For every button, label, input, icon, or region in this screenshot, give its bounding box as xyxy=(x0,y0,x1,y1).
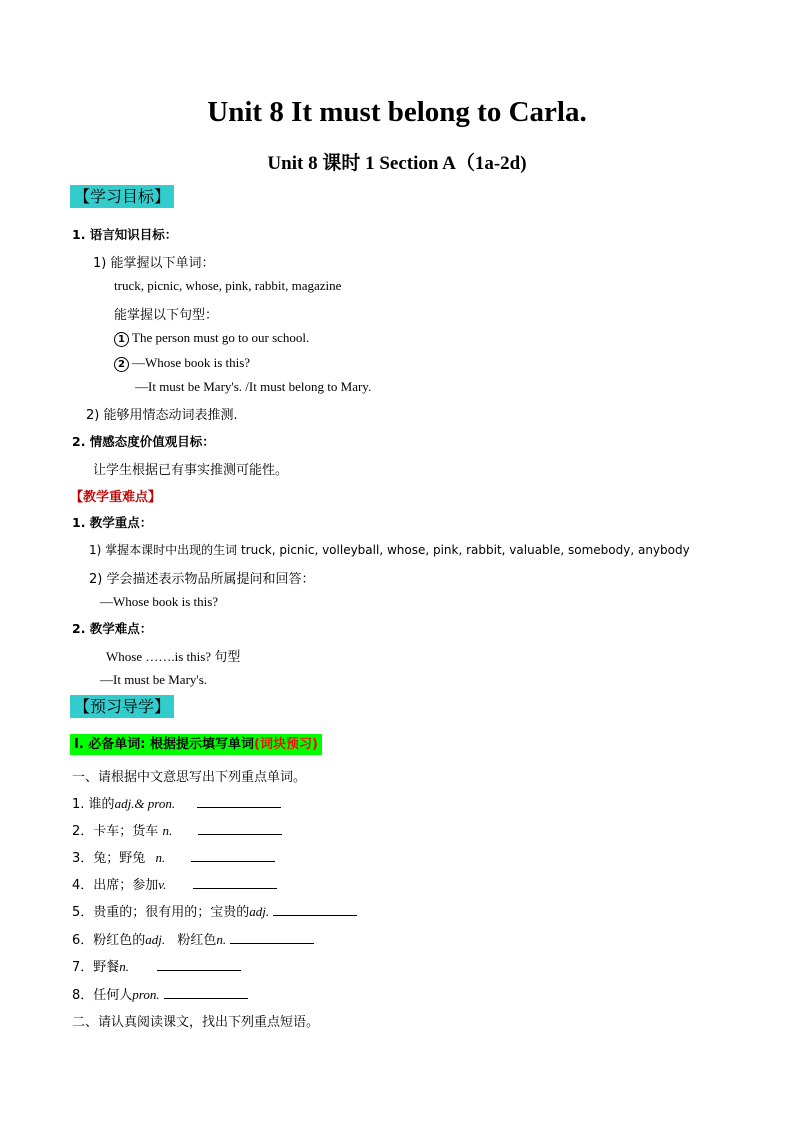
vocab-item-7 xyxy=(72,956,241,975)
vocab-item-chinese: 兔；野兔 xyxy=(93,851,146,866)
pattern-2b-text: —It must be Mary's. /It must belong to Mary. xyxy=(135,379,372,394)
vocab-answer-blank[interactable] xyxy=(191,848,275,862)
circled-number-2: 2 xyxy=(114,357,129,372)
key-point-1-sub2: 2) 学会描述表示物品所属提问和回答： xyxy=(89,572,315,587)
vocab-item-6 xyxy=(72,929,314,948)
vocab-answer-blank[interactable] xyxy=(198,821,282,835)
vocab-item-pos: n. xyxy=(155,850,166,865)
objective-1-heading: 1. 语言知识目标： xyxy=(72,227,178,242)
pattern-1-text: The person must go to our school. xyxy=(132,330,310,345)
page-title: Unit 8 It must belong to Carla. xyxy=(207,96,587,128)
vocab-instruction-1: 一、请根据中文意思写出下列重点单词。 xyxy=(72,770,307,785)
vocab-item-pos: adj. xyxy=(249,904,270,919)
vocab-answer-blank[interactable] xyxy=(197,794,281,808)
section-preview xyxy=(70,697,174,717)
vocab-item-number: 3． xyxy=(72,851,94,866)
vocab-item-chinese-2: 粉红色 xyxy=(177,933,217,948)
page-subtitle: Unit 8 课时 1 Section A（1a-2d) xyxy=(267,153,527,174)
vocab-item-5 xyxy=(72,901,357,920)
vocab-item-pos: v. xyxy=(158,877,167,892)
key-point-2-line1: Whose …….is this? 句型 xyxy=(106,649,241,664)
vocab-item-number: 5． xyxy=(72,905,94,920)
vocab-item-number: 7． xyxy=(72,960,94,975)
vocab-item-2 xyxy=(72,820,282,839)
key-point-1-sub1: 1) 掌握本课时中出现的生词 truck, picnic, volleyball, whose, pink, rabbit, valuable, somebody, anybody xyxy=(89,543,690,557)
section-label-objectives: 【学习目标】 xyxy=(70,185,174,208)
vocab-answer-blank[interactable] xyxy=(230,930,314,944)
objective-2-text: 让学生根据已有事实推测可能性。 xyxy=(93,463,289,478)
vocab-answer-blank[interactable] xyxy=(164,985,248,999)
key-point-1-heading: 1. 教学重点： xyxy=(72,515,153,530)
vocab-item-1 xyxy=(72,793,281,812)
vocab-item-chinese: 谁的 xyxy=(88,797,115,812)
objective-patterns-heading: 能掌握以下句型： xyxy=(114,308,219,323)
vocab-item-pos: adj. xyxy=(145,932,166,947)
objective-2-heading: 2. 情感态度价值观目标： xyxy=(72,434,215,449)
vocab-item-chinese: 贵重的；很有用的；宝贵的 xyxy=(93,905,250,920)
vocab-item-pos: pron. xyxy=(132,987,160,1002)
vocab-item-4 xyxy=(72,874,277,893)
vocab-item-chinese: 出席；参加 xyxy=(93,878,159,893)
vocab-item-pos: n. xyxy=(119,959,130,974)
vocab-item-number: 6． xyxy=(72,933,94,948)
key-point-1-example: —Whose book is this? xyxy=(100,594,219,609)
vocab-header xyxy=(70,733,322,753)
vocab-answer-blank[interactable] xyxy=(273,902,357,916)
vocab-item-number: 8． xyxy=(72,988,94,1003)
vocab-header-main: Ⅰ. 必备单词: 根据提示填写单词 xyxy=(74,737,255,752)
vocab-item-number: 4． xyxy=(72,878,94,893)
vocab-header-box xyxy=(70,734,322,755)
vocab-item-chinese: 粉红色的 xyxy=(93,933,146,948)
section-objectives xyxy=(70,187,174,207)
objective-words: truck, picnic, whose, pink, rabbit, magazine xyxy=(114,278,342,293)
circled-number-1: 1 xyxy=(114,332,129,347)
vocab-item-pos: n. xyxy=(162,823,173,838)
vocab-answer-blank[interactable] xyxy=(157,957,241,971)
vocab-header-highlight: (词块预习) xyxy=(254,737,318,752)
vocab-item-number: 2． xyxy=(72,824,94,839)
vocab-answer-blank[interactable] xyxy=(193,875,277,889)
vocab-instruction-2: 二、请认真阅读课文，找出下列重点短语。 xyxy=(72,1015,320,1030)
vocab-item-8 xyxy=(72,984,248,1003)
objective-1-sub2: 2) 能够用情态动词表推测. xyxy=(86,408,238,423)
objective-1-sub1: 1) 能掌握以下单词： xyxy=(93,256,215,271)
pattern-2a-text: —Whose book is this? xyxy=(132,355,251,370)
section-label-preview: 【预习导学】 xyxy=(70,695,174,718)
pattern-1 xyxy=(114,330,309,347)
key-point-2-line2: —It must be Mary's. xyxy=(100,672,208,687)
section-label-key-points: 【教学重难点】 xyxy=(70,490,162,505)
vocab-item-number: 1. xyxy=(72,797,85,812)
vocab-item-pos: adj.& pron. xyxy=(114,796,176,811)
vocab-item-3 xyxy=(72,847,275,866)
vocab-item-chinese: 卡车；货车 xyxy=(93,824,159,839)
key-point-2-heading: 2. 教学难点： xyxy=(72,621,153,636)
vocab-item-chinese: 任何人 xyxy=(93,988,133,1003)
vocab-item-pos-2: n. xyxy=(216,932,227,947)
vocab-item-chinese: 野餐 xyxy=(93,960,120,975)
pattern-2 xyxy=(114,355,250,372)
